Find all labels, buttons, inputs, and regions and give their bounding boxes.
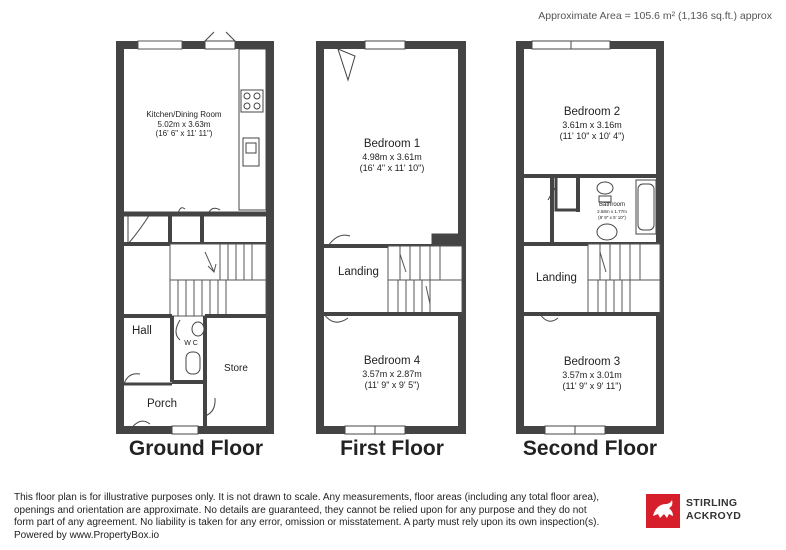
bathroom-label: Bathroom 2.68m x 1.77m (8' 9" x 5' 10") [597,202,627,220]
second-floor-title: Second Floor [522,437,658,460]
bedroom-4-label: Bedroom 4 3.57m x 2.87m (11' 9" x 9' 5") [362,355,422,390]
wc-label: W C [184,340,198,347]
store-label: Store [224,363,248,374]
hall-label: Hall [132,325,152,337]
first-landing-label: Landing [338,266,379,278]
approximate-area: Approximate Area = 105.6 m² (1,136 sq.ft.) approx [538,10,772,22]
brand-logo [646,494,762,528]
powered-by: Powered by www.PropertyBox.io [14,529,160,541]
kitchen-dining-room-label [130,110,238,139]
second-landing-label: Landing [536,272,577,284]
first-floor-title: First Floor [340,437,444,460]
ground-floor-title: Ground Floor [128,437,264,460]
disclaimer-text: This floor plan is for illustrative purposes only. It is not drawn to scale. Any measurements, floor areas (including any total floor area), openings and orientation are approximate. No details are guaranteed, they cannot be relied upon for any purpose and they do not form part of any agreement. No liability is taken for any error, omission or misstatement. A party must rely upon its own inspection(s). Powered by www.PropertyBox.io [14,492,634,542]
bedroom-3-label: Bedroom 3 3.57m x 3.01m (11' 9" x 9' 11") [562,356,622,391]
dragon-icon [646,494,680,528]
porch-label: Porch [146,398,178,410]
room-name: Kitchen/Dining Room [146,110,222,119]
bedroom-1-label: Bedroom 1 4.98m x 3.61m (16' 4" x 11' 10") [359,138,425,173]
bedroom-2-label: Bedroom 2 3.61m x 3.16m (11' 10" x 10' 4") [559,106,625,141]
room-metric: 5.02m x 3.63m [157,119,211,129]
brand-name-line2: ACKROYD [686,510,742,522]
brand-name-line1: STIRLING [686,497,738,509]
room-imperial: (16' 6" x 11' 11") [155,129,213,139]
